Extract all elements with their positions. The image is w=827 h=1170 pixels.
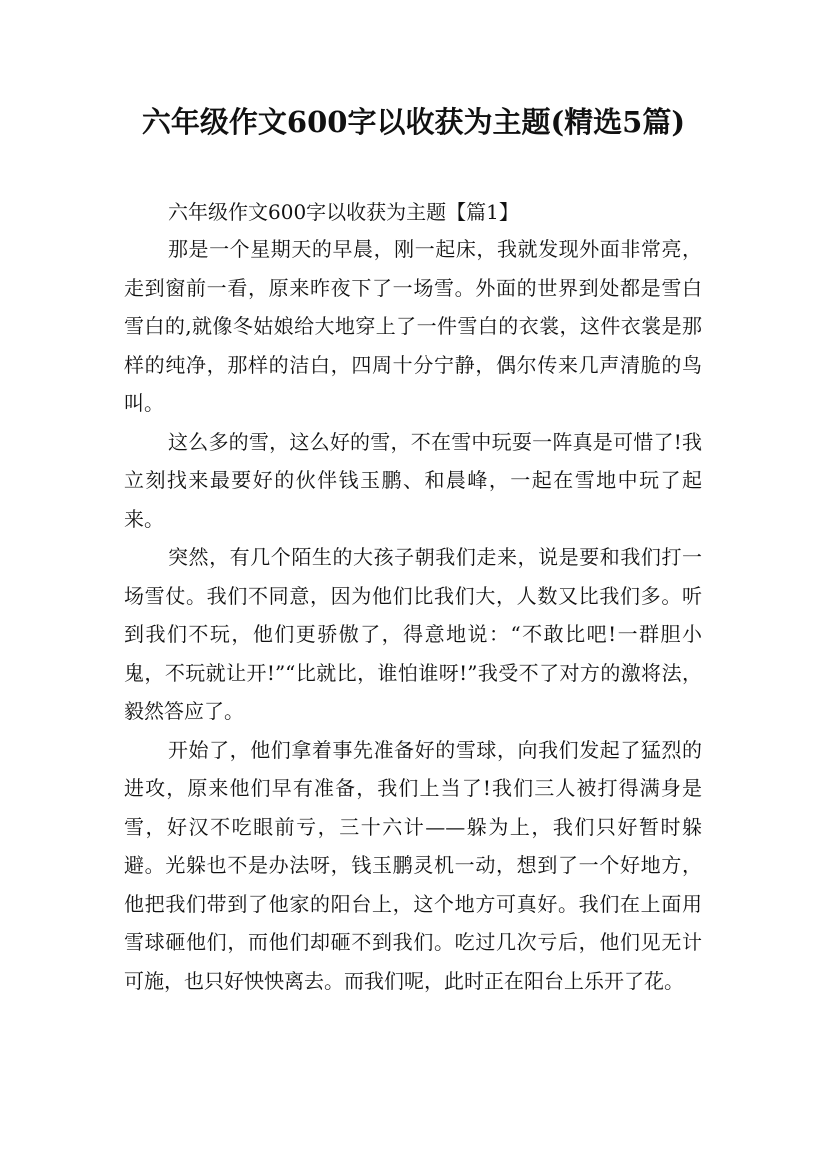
document-body bbox=[124, 194, 702, 1000]
document-title: 六年级作文600字以收获为主题(精选5篇) bbox=[141, 105, 686, 139]
paragraph-2: 这么多的雪，这么好的雪，不在雪中玩耍一阵真是可惜了!我立刻找来最要好的伙伴钱玉鹏、和晨峰，一起在雪地中玩了起来。 bbox=[124, 429, 702, 531]
paragraph-1: 那是一个星期天的早晨，刚一起床，我就发现外面非常亮，走到窗前一看，原来昨夜下了一场雪。外面的世界到处都是雪白雪白的,就像冬姑娘给大地穿上了一件雪白的衣裳，这件衣裳是那样的纯净，那样的洁白，四周十分宁静，偶尔传来几声清脆的鸟叫。 bbox=[124, 237, 702, 415]
paragraph-4: 开始了，他们拿着事先准备好的雪球，向我们发起了猛烈的进攻，原来他们早有准备，我们上当了!我们三人被打得满身是雪，好汉不吃眼前亏，三十六计——躲为上，我们只好暂时躲避。光躲也不是办法呀，钱玉鹏灵机一动，想到了一个好地方，他把我们带到了他家的阳台上，这个地方可真好。我们在上面用雪球砸他们，而他们却砸不到我们。吃过几次亏后，他们见无计可施，也只好怏怏离去。而我们呢，此时正在阳台上乐开了花。 bbox=[124, 737, 702, 993]
section-heading: 六年级作文600字以收获为主题【篇1】 bbox=[168, 200, 519, 224]
paragraph-3: 突然，有几个陌生的大孩子朝我们走来，说是要和我们打一场雪仗。我们不同意，因为他们比我们大，人数又比我们多。听到我们不玩，他们更骄傲了，得意地说：“不敢比吧!一群胆小鬼，不玩就让开!”“比就比，谁怕谁呀!”我受不了对方的激将法，毅然答应了。 bbox=[124, 545, 702, 723]
